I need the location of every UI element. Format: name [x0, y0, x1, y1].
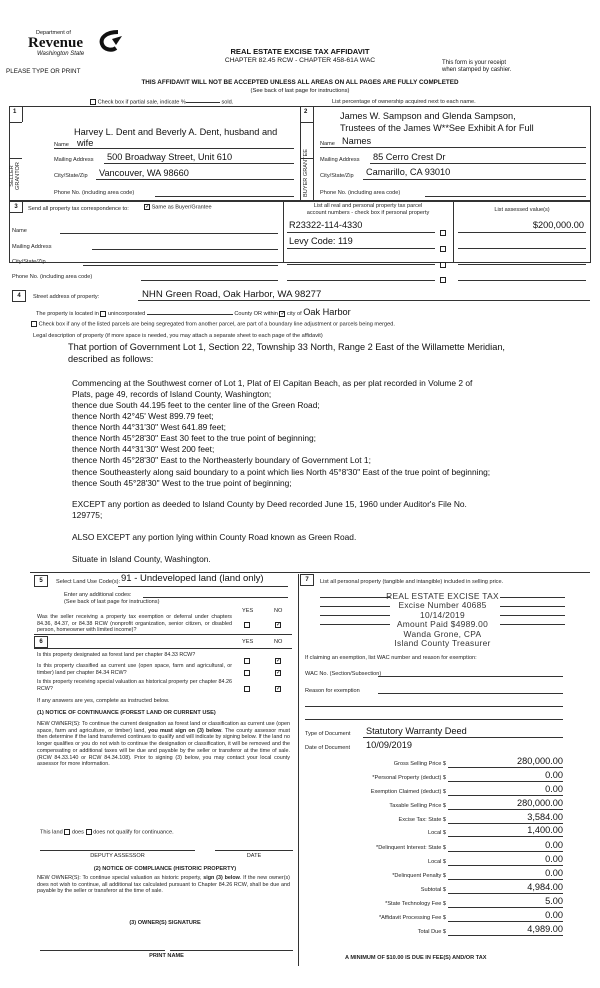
- legal-description-label: Legal description of property (if more space is needed, you may attach a separate sheet to each page of the affidavit): [33, 333, 323, 339]
- same-as-buyer-label: Same as Buyer/Grantee: [151, 204, 212, 211]
- buyer-city-label: City/State/Zip: [320, 173, 354, 179]
- owner-signature-title: (3) OWNER(S) SIGNATURE: [129, 920, 201, 926]
- seller-name-field[interactable]: wife: [77, 138, 94, 148]
- amount-value[interactable]: 5.00: [448, 896, 563, 908]
- historic-question: Is this property receiving special valuation as historical property per chapter 84.26 RCW?: [37, 679, 232, 692]
- print-name-field[interactable]: [170, 950, 293, 951]
- deputy-assessor-signature[interactable]: [40, 850, 195, 851]
- amount-row: [300, 784, 565, 797]
- s3-name-field[interactable]: [60, 233, 278, 234]
- forest-no-checkbox[interactable]: ✓: [276, 657, 282, 664]
- amount-value[interactable]: 4,984.00: [448, 882, 563, 894]
- unincorporated-label: unincorporated: [107, 311, 146, 317]
- legal-line: thence North 42°45' West 899.79 feet;: [72, 411, 214, 421]
- exemption-no-checkbox[interactable]: ✓: [276, 621, 282, 628]
- notice2-bold: sign (3) below: [203, 875, 240, 881]
- amount-label: Total Due $: [417, 929, 446, 935]
- please-type-text: PLEASE TYPE OR PRINT: [6, 68, 81, 75]
- doc-date-label: Date of Document: [305, 745, 351, 751]
- personal-property-checkbox-4[interactable]: [440, 277, 446, 283]
- section-7-number: 7: [300, 574, 314, 586]
- section-4-number: 4: [12, 290, 26, 302]
- minimum-due-note: A MINIMUM OF $10.00 IS DUE IN FEE(S) AND/OR TAX: [345, 955, 487, 961]
- additional-codes-field[interactable]: [143, 597, 288, 598]
- amount-row: [300, 896, 565, 909]
- buyer-name-line1: James W. Sampson and Glenda Sampson,: [340, 111, 516, 121]
- amount-value[interactable]: 0.00: [448, 910, 563, 922]
- legal-line: Plats, page 49, records of Island County, Washington;: [72, 389, 272, 399]
- legal-line: Commencing at the Southwest corner of Lot 1, Plat of El Capitan Beach, as per plat recorded in Volume 2 of: [72, 378, 473, 388]
- buyer-city-field[interactable]: Camarillo, CA 93010: [366, 167, 451, 177]
- legal-line: thence North 45°28'30" East 30 feet to the true point of beginning;: [72, 433, 316, 443]
- reason-label: Reason for exemption: [305, 688, 360, 694]
- current-use-question: Is this property classified as current use (open space, farm and agricultural, or timber) land per chapter 84.34 RCW?: [37, 663, 232, 676]
- notice-continuance-title: (1) NOTICE OF CONTINUANCE (FOREST LAND OR CURRENT USE): [37, 710, 216, 716]
- warning-text: THIS AFFIDAVIT WILL NOT BE ACCEPTED UNLESS ALL AREAS ON ALL PAGES ARE FULLY COMPLETED: [141, 79, 459, 86]
- partial-sale-checkbox[interactable]: [90, 99, 96, 105]
- county-field[interactable]: [147, 314, 233, 315]
- stamp-line: Excise Number 40685: [398, 600, 487, 611]
- amount-value[interactable]: 0.00: [448, 854, 563, 866]
- this-land-label: This land: [40, 829, 63, 836]
- current-use-yes-checkbox[interactable]: [244, 670, 250, 676]
- no-header: NO: [274, 608, 283, 614]
- s3-mailing-field[interactable]: [92, 249, 278, 250]
- doc-type-field[interactable]: Statutory Warranty Deed: [366, 726, 467, 736]
- partial-percent-field[interactable]: [186, 102, 220, 103]
- owner-signature-field[interactable]: [40, 950, 165, 951]
- seller-city-label: City/State/Zip: [54, 173, 88, 179]
- s3-city-label: City/State/Zip: [12, 259, 46, 265]
- amount-row: [300, 924, 565, 937]
- legal-line: thence North 44°31'30" West 641.89 feet;: [72, 422, 226, 432]
- doc-date-field[interactable]: 10/09/2019: [366, 740, 412, 750]
- s3-phone-field[interactable]: [141, 280, 278, 281]
- section-2-number: 2: [304, 109, 308, 115]
- amount-label: Local $: [427, 830, 446, 836]
- personal-property-checkbox-1[interactable]: [440, 230, 446, 236]
- legal-line: Situate in Island County, Washington.: [72, 554, 211, 564]
- same-as-buyer-row: [144, 204, 212, 210]
- sold-label: sold.: [221, 99, 234, 106]
- buyer-mailing-field[interactable]: 85 Cerro Crest Dr: [373, 152, 446, 162]
- amount-value[interactable]: 280,000.00: [448, 756, 563, 768]
- amount-label: *Delinquent Penalty $: [392, 873, 446, 879]
- amount-label: *State Technology Fee $: [385, 901, 446, 907]
- partial-sale-label: Check box if partial sale, indicate %: [97, 99, 186, 106]
- forest-yes-checkbox[interactable]: [244, 658, 250, 664]
- personal-property-checkbox-2[interactable]: [440, 246, 446, 252]
- notice1-text-a: NEW OWNER(S): To continue the current designation as forest land or classification as current use (open space, farm and agriculture, or timber) land,: [37, 721, 290, 734]
- segregated-checkbox[interactable]: [31, 321, 37, 327]
- s3-city-field[interactable]: [83, 265, 278, 266]
- additional-codes-label: Enter any additional codes:: [64, 592, 132, 598]
- legal-line: 129775;: [72, 510, 103, 520]
- seller-mailing-label: Mailing Address: [54, 157, 94, 163]
- land-use-field[interactable]: 91 - Undeveloped land (land only): [121, 573, 264, 584]
- located-row: [36, 307, 351, 317]
- amount-label: Gross Selling Price $: [393, 761, 446, 767]
- buyer-name-label: Name: [320, 141, 335, 147]
- legal-line: That portion of Government Lot 1, Section 22, Township 33 North, Range 2 East of the Willamette Meridian,: [68, 342, 505, 352]
- notice2-text-a: NEW OWNER(S): To continue special valuation as historic property,: [37, 875, 204, 881]
- s3-phone-label: Phone No. (including area code): [12, 274, 93, 280]
- stamp-line: Amount Paid $4989.00: [396, 619, 489, 630]
- amount-label: Subtotal $: [420, 887, 446, 893]
- seller-grantor-label: SELLER GRANTOR: [9, 162, 21, 190]
- seller-phone-label: Phone No. (including area code): [54, 190, 135, 196]
- assessed-value-1[interactable]: $200,000.00: [532, 220, 584, 230]
- amount-row: [300, 812, 565, 825]
- legal-line: EXCEPT any portion as deeded to Island County by Deed recorded June 15, 1960 under Auditor's File No.: [72, 499, 467, 509]
- legal-line: described as follows:: [68, 354, 154, 364]
- s3-name-label: Name: [12, 228, 27, 234]
- amount-row: [300, 840, 565, 853]
- unincorporated-checkbox[interactable]: [100, 311, 106, 317]
- buyer-mailing-label: Mailing Address: [320, 157, 360, 163]
- date-label: DATE: [246, 853, 262, 859]
- amount-label: Excise Tax: State $: [398, 817, 446, 823]
- exemption-label: If claiming an exemption, list WAC number and reason for exemption:: [305, 655, 477, 661]
- legal-line: thence due South 44.195 feet to the center line of the Green Road;: [72, 400, 320, 410]
- amount-label: *Delinquent Interest: State $: [376, 845, 446, 851]
- deputy-assessor-label: DEPUTY ASSESSOR: [90, 853, 145, 859]
- does-qualify-checkbox[interactable]: [64, 829, 70, 835]
- county-or-label: County OR within: [234, 311, 278, 317]
- notice1-text-b: . The county assessor must then determine if the land transferred continues to qualify and will indicate by signing below. If the land no longer qualifies or you do not wish to continue the designation or classification, it will be removed and the compensating or additional taxes will be due and payable by the seller or transferor at the time of sale. (RCW 84.33.140 or RCW 84.34.108). Prior to signing (3) below, you may contact your local county assessor for more information.: [37, 727, 291, 768]
- reason-field[interactable]: [378, 693, 563, 694]
- if-yes-note: If any answers are yes, complete as instructed below.: [37, 698, 170, 704]
- amount-value[interactable]: 1,400.00: [448, 825, 563, 837]
- legal-line: thence South 45°28'30" West to the true point of beginning;: [72, 478, 292, 488]
- send-correspondence-label: Send all property tax correspondence to:: [28, 206, 129, 212]
- amount-label: Taxable Selling Price $: [389, 803, 446, 809]
- historic-no-checkbox[interactable]: ✓: [276, 685, 282, 692]
- logo-dept: Department of: [36, 30, 71, 36]
- amount-value[interactable]: 280,000.00: [448, 798, 563, 810]
- seller-phone-field[interactable]: [155, 196, 294, 197]
- s3-mailing-label: Mailing Address: [12, 244, 52, 250]
- seller-name-label: Name: [54, 142, 69, 148]
- city-field[interactable]: Oak Harbor: [303, 307, 351, 317]
- yes-header-6: YES: [242, 639, 254, 645]
- no-header-6: NO: [274, 639, 283, 645]
- logo-state: Washington State: [37, 51, 85, 57]
- seller-city-field[interactable]: Vancouver, WA 98660: [99, 168, 189, 178]
- personal-property-checkbox-3[interactable]: [440, 262, 446, 268]
- legal-line: thence Southeasterly along said boundary to a point which lies North 45°8'30" East of the true point of beginning;: [72, 467, 491, 477]
- revenue-logo-icon: [98, 30, 128, 52]
- amount-value[interactable]: 0.00: [448, 868, 563, 880]
- parcel-header-2: account numbers - check box if personal property: [306, 210, 430, 216]
- amount-row: [300, 910, 565, 923]
- buyer-name-field[interactable]: Names: [342, 136, 372, 146]
- section-1-number: 1: [13, 109, 17, 115]
- stamp-line: 10/14/2019: [420, 609, 465, 620]
- segregated-label: Check box if any of the listed parcels are being segregated from another parcel, are part of a boundary line adjustment or parcels being merged.: [38, 321, 395, 328]
- does-not-qualify-checkbox[interactable]: [86, 829, 92, 835]
- assessor-date-field[interactable]: [215, 850, 293, 851]
- ownership-note: List percentage of ownership acquired next to each name.: [332, 99, 476, 105]
- section-3-number: 3: [9, 201, 23, 213]
- amount-value[interactable]: 0.00: [448, 840, 563, 852]
- stamp-line: REAL ESTATE EXCISE TAX: [386, 591, 499, 601]
- section-5-number: 5: [34, 575, 48, 587]
- treasurer-stamp: [320, 592, 565, 648]
- notice-compliance-title: (2) NOTICE OF COMPLIANCE (HISTORIC PROPERTY): [93, 866, 237, 872]
- exemption-yes-checkbox[interactable]: [244, 622, 250, 628]
- print-name-label: PRINT NAME: [149, 953, 184, 959]
- amount-label: Exemption Claimed (deduct) $: [370, 789, 446, 795]
- wac-field[interactable]: [378, 676, 563, 677]
- continuance-row: [40, 829, 174, 835]
- land-use-label: Select Land Use Code(s):: [56, 579, 121, 585]
- street-address-field[interactable]: NHN Green Road, Oak Harbor, WA 98277: [142, 289, 322, 300]
- assessed-header: List assessed value(s): [494, 207, 550, 213]
- does-label: does: [71, 829, 84, 836]
- buyer-grantee-label: BUYER GRANTEE: [303, 149, 309, 197]
- historic-yes-checkbox[interactable]: [244, 686, 250, 692]
- stamp-line: Wanda Grone, CPA: [403, 628, 482, 639]
- yes-header: YES: [242, 608, 254, 614]
- does-not-label: does not qualify for continuance.: [93, 829, 174, 836]
- amount-row: [300, 798, 565, 811]
- notice-compliance-text: [37, 875, 290, 895]
- amount-row: [300, 770, 565, 783]
- legal-line: thence North 44°31'30" West 200 feet;: [72, 444, 215, 454]
- city-of-label: city of: [287, 311, 302, 317]
- amount-value[interactable]: 4,989.00: [448, 924, 563, 936]
- amount-row: [300, 868, 565, 881]
- legal-line: ALSO EXCEPT any portion lying within County Road known as Green Road.: [72, 532, 357, 542]
- see-back-label: (See back of last page for instructions): [64, 599, 160, 605]
- amount-row: [300, 756, 565, 769]
- amount-value[interactable]: 3,584.00: [448, 812, 563, 824]
- parcel-2[interactable]: Levy Code: 119: [289, 236, 353, 246]
- current-use-no-checkbox[interactable]: ✓: [276, 669, 282, 676]
- seller-name-line1: Harvey L. Dent and Beverly A. Dent, husband and: [74, 127, 278, 137]
- amount-row: [300, 854, 565, 867]
- stamp-line: Island County Treasurer: [394, 638, 491, 649]
- form-title: REAL ESTATE EXCISE TAX AFFIDAVIT: [230, 47, 370, 56]
- receipt-note-2: when stamped by cashier.: [442, 67, 512, 73]
- exemption-question: Was the seller receiving a property tax exemption or deferral under chapters 84.36, 84.37, or 84.38 RCW (nonprofit organization, senior citizen, or disabled person, homeowner with limited income)?: [37, 614, 232, 634]
- parcel-header-1: List all real and personal property tax parcel: [313, 203, 423, 209]
- dor-logo: [28, 30, 108, 66]
- amount-value[interactable]: 0.00: [448, 770, 563, 782]
- amount-label: *Personal Property (deduct) $: [372, 775, 446, 781]
- city-checkbox[interactable]: ✓: [280, 310, 286, 317]
- amount-label: Local $: [427, 859, 446, 865]
- personal-property-label: List all personal property (tangible and intangible) included in selling price.: [320, 579, 504, 585]
- wac-label: WAC No. (Section/Subsection): [305, 671, 382, 677]
- same-as-buyer-checkbox[interactable]: ✓: [145, 204, 151, 210]
- buyer-phone-label: Phone No. (including area code): [320, 190, 401, 196]
- buyer-phone-field[interactable]: [425, 196, 586, 197]
- seller-mailing-field[interactable]: 500 Broadway Street, Unit 610: [107, 152, 233, 162]
- parcel-1[interactable]: R23322-114-4330: [289, 220, 363, 230]
- located-in-label: The property is located in: [36, 311, 99, 317]
- partial-sale-row: [90, 99, 233, 105]
- notice1-bold: you must sign on (3) below: [148, 727, 222, 734]
- doc-type-label: Type of Document: [305, 731, 351, 737]
- amount-row: [300, 825, 565, 838]
- amount-value[interactable]: 0.00: [448, 784, 563, 796]
- forest-land-question: Is this property designated as forest land per chapter 84.33 RCW?: [37, 652, 196, 658]
- segregated-row: [31, 321, 395, 327]
- form-chapter: CHAPTER 82.45 RCW - CHAPTER 458-61A WAC: [224, 57, 376, 64]
- instructions-note: (See back of last page for instructions): [250, 88, 350, 94]
- section-6-number: 6: [34, 636, 48, 648]
- amount-label: *Affidavit Processing Fee $: [378, 915, 446, 921]
- amount-row: [300, 882, 565, 895]
- street-address-label: Street address of property:: [33, 294, 100, 300]
- logo-name: Revenue: [28, 35, 83, 51]
- buyer-name-line1b: Trustees of the James W**See Exhibit A for Full: [340, 123, 534, 133]
- legal-line: thence North 45°28'30" East to the Northeasterly boundary of Government Lot 1;: [72, 455, 371, 465]
- receipt-note-1: This form is your receipt: [442, 60, 507, 66]
- notice-continuance-text: [37, 721, 290, 768]
- notice2-text-b: . If the new owner(s) does not wish to continue, all additional tax calculated pursuant to Chapter 84.26 RCW, shall be due and payable by the seller or transferor at the time of sale.: [37, 875, 290, 895]
